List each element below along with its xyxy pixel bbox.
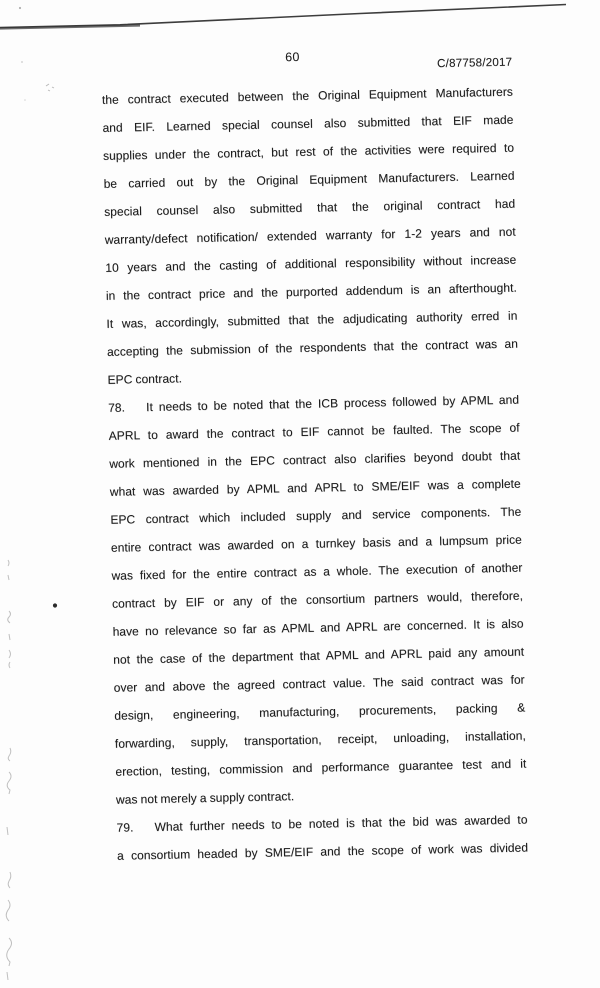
text-line: supplies under the contract, but rest of the activities were required to	[102, 140, 515, 163]
text-line: not the case of the department that APML and APRL paid any amount	[113, 644, 525, 667]
text-line: over and above the agreed contract value. The said contract was for	[113, 672, 525, 695]
case-number: C/87758/2017	[436, 55, 513, 71]
text-line: APRL to award the contract to EIF cannot be faulted. The scope of	[108, 420, 520, 443]
text-line: the contract executed between the Original Equipment Manufacturers	[101, 84, 513, 107]
text-line: forwarding, supply, transportation, receipt, unloading, installation,	[114, 728, 526, 751]
text-line: entire contract was awarded on a turnkey basis and a lumpsum price	[110, 532, 522, 555]
paragraph-text: It needs to be noted that the ICB process followed by APML and	[145, 392, 520, 415]
text-line: It was, accordingly, submitted that the adjudicating authority erred in	[106, 308, 518, 331]
text-line: a consortium headed by SME/EIF and the scope of work was divided	[116, 840, 529, 863]
paragraph-number: 78.	[107, 400, 126, 415]
text-line: contract by EIF or any of the consortium partners would, therefore,	[111, 588, 524, 611]
text-line: be carried out by the Original Equipment Manufacturers. Learned	[103, 168, 515, 191]
text-line: 10 years and the casting of additional responsibility without increase	[105, 252, 517, 275]
paragraph-number: 79.	[116, 820, 134, 835]
text-line: EPC contract which included supply and service components. The	[110, 504, 522, 527]
text-line: and EIF. Learned special counsel also submitted that EIF made	[102, 112, 514, 135]
paragraph-text: What further needs to be noted is that the bid was awarded to	[154, 812, 528, 834]
text-line: what was awarded by APML and APRL to SME/EIF was a complete	[109, 476, 521, 499]
text-line: have no relevance so far as APML and APRL are concerned. It is also	[112, 616, 524, 639]
text-line: accepting the submission of the respondents that the contract was an	[106, 336, 519, 359]
text-line: warranty/defect notification/ extended warranty for 1-2 years and not	[104, 224, 516, 247]
document-body	[102, 78, 529, 870]
text-line: special counsel also submitted that the original contract had	[104, 196, 516, 219]
page-number: 60	[284, 49, 300, 65]
text-line: EPC contract.	[107, 371, 183, 387]
text-line: erection, testing, commission and performance guarantee test and it	[115, 756, 527, 779]
text-line: in the contract price and the purported addendum is an afterthought.	[105, 280, 517, 303]
text-line: design, engineering, manufacturing, procurements, packing &	[114, 700, 526, 723]
text-line: work mentioned in the EPC contract also clarifies beyond doubt that	[109, 448, 521, 471]
text-line: was fixed for the entire contract as a whole. The execution of another	[111, 560, 523, 583]
text-line: was not merely a supply contract.	[115, 789, 295, 807]
